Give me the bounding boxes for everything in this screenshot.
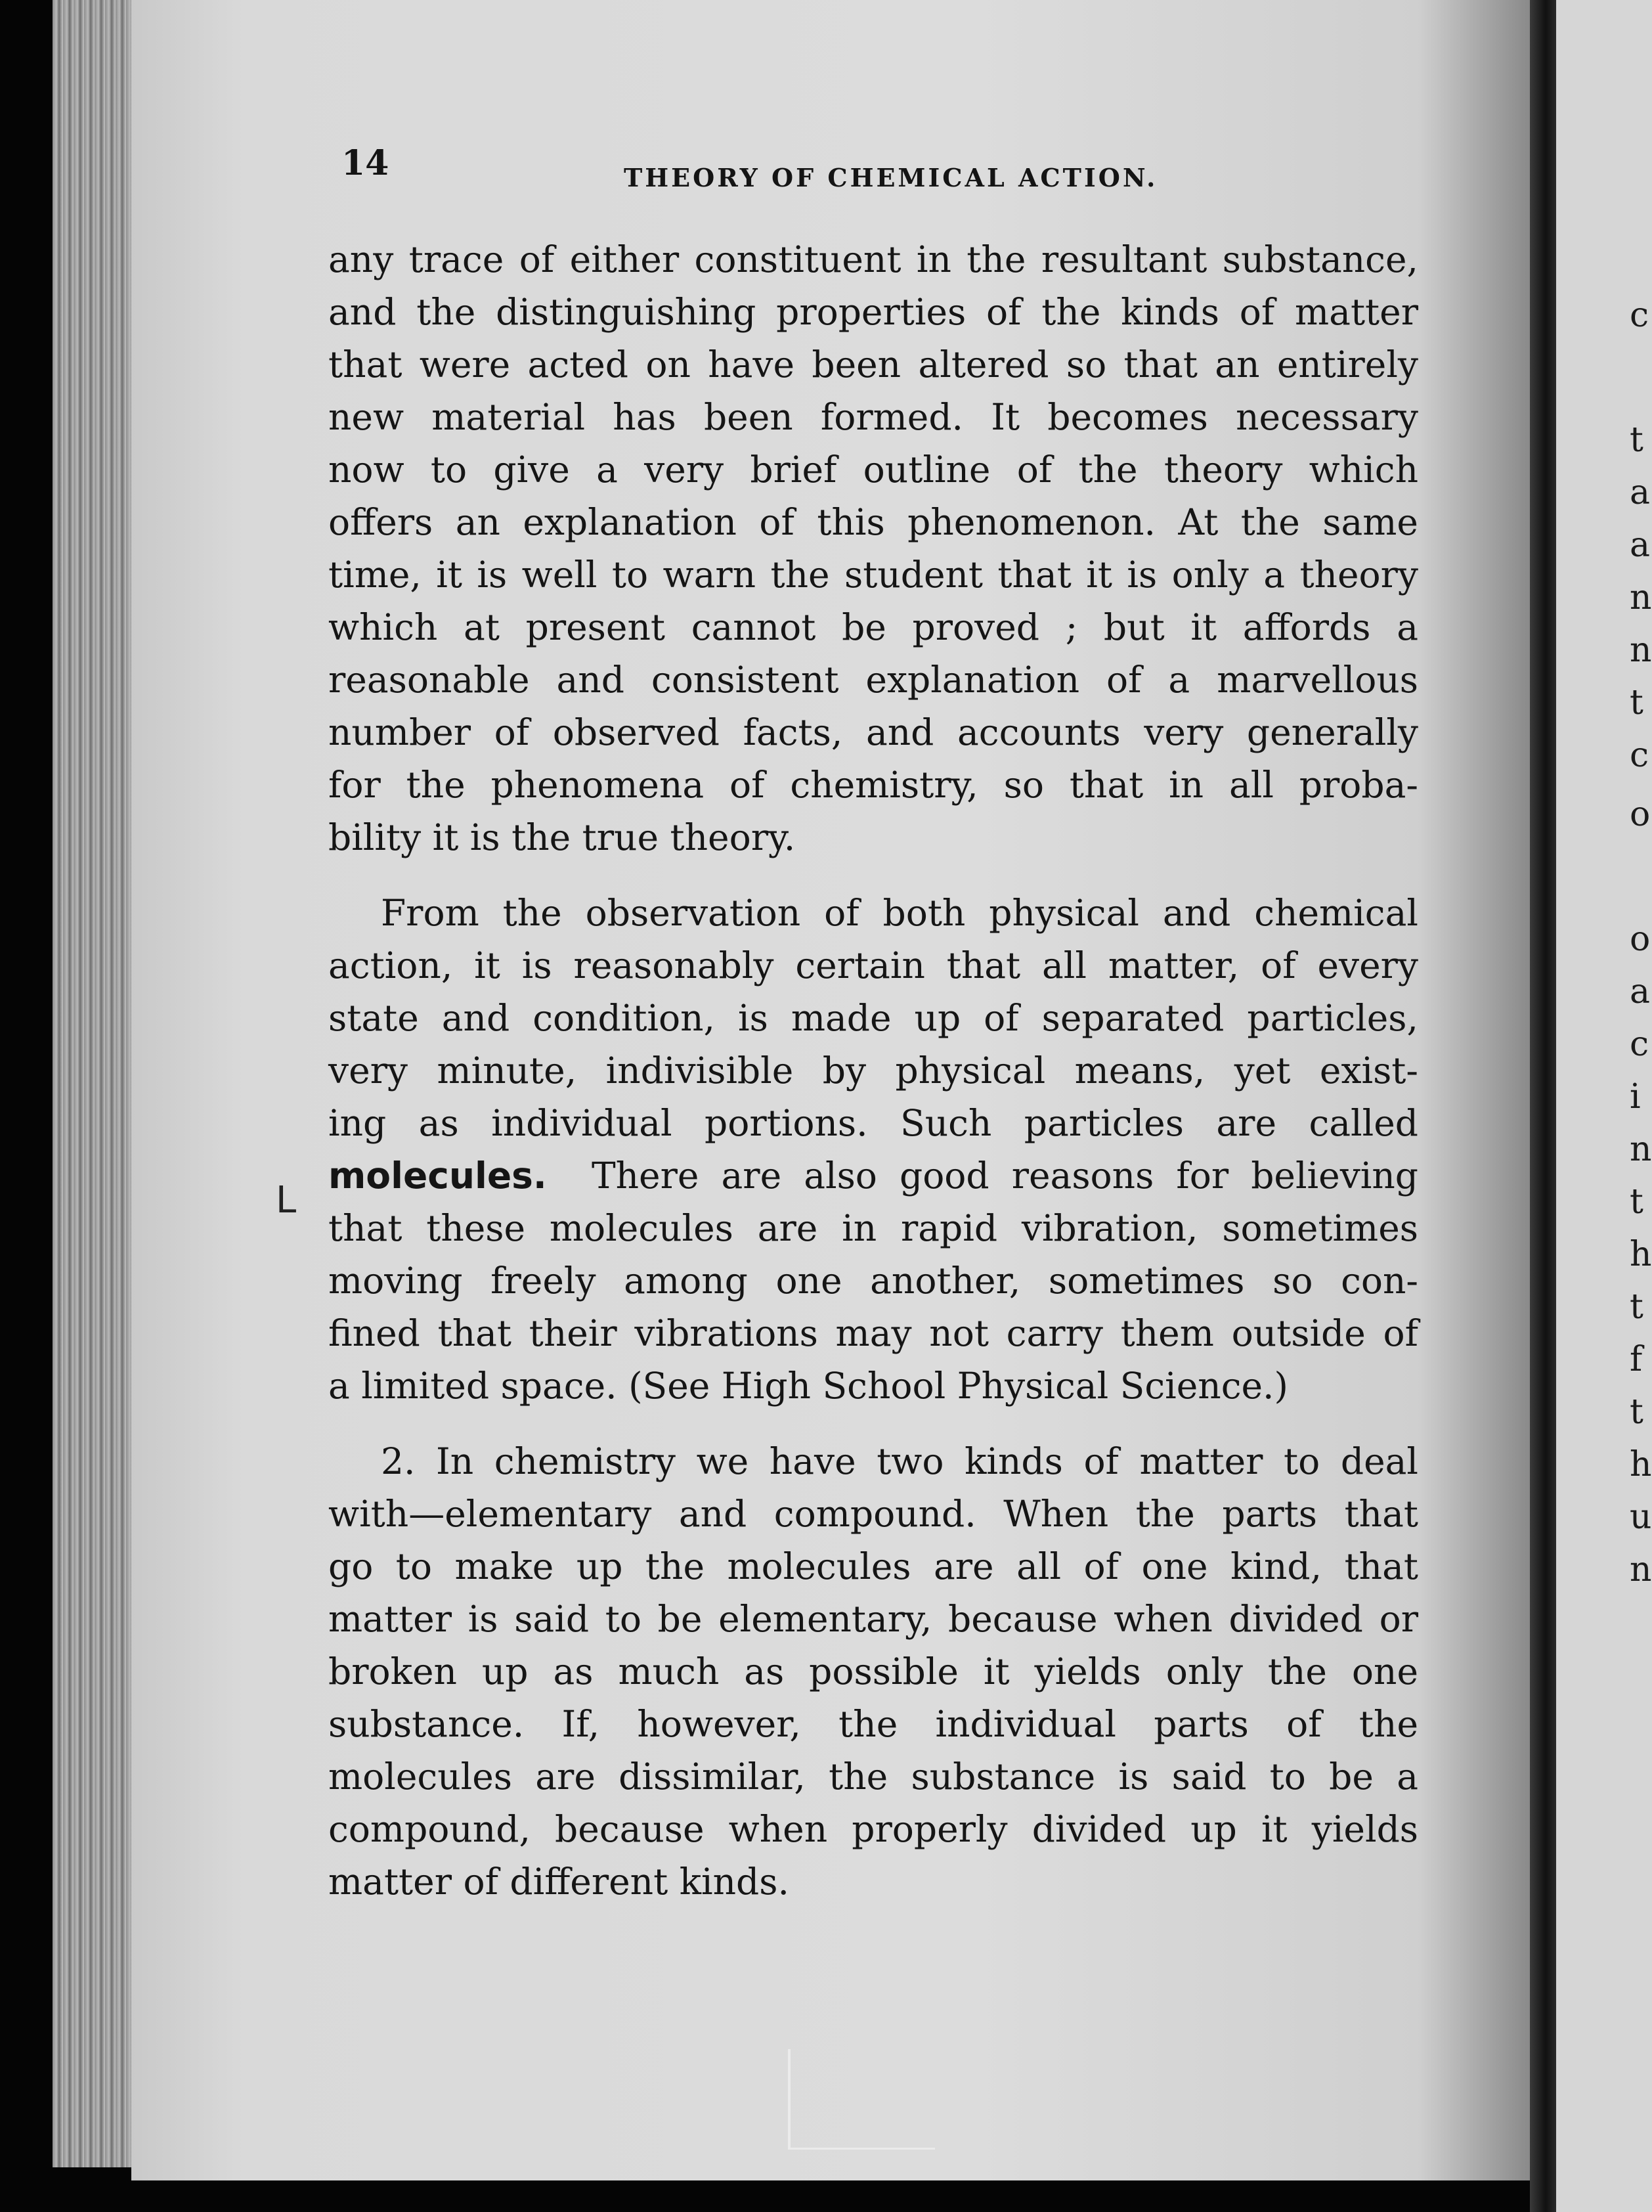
facing-page-letter: a <box>1630 972 1651 1011</box>
running-head: THEORY OF CHEMICAL ACTION. <box>624 163 1158 192</box>
text-line: matter of different kinds. <box>328 1861 789 1903</box>
paragraph-3 <box>328 1435 1418 1908</box>
facing-page-letter: h <box>1630 1445 1652 1484</box>
faint-bleed-mark <box>788 2049 935 2150</box>
facing-page-letter: o <box>1630 919 1651 959</box>
page-edges <box>53 0 138 2167</box>
text-line: new material has been formed. It becomes necessary <box>328 396 1418 438</box>
facing-page-letter: n <box>1630 1550 1652 1589</box>
facing-page-letter: c <box>1630 296 1649 335</box>
facing-page-edge <box>1556 0 1652 2212</box>
facing-page-letter: n <box>1630 1130 1652 1169</box>
text-line: broken up as much as possible it yields only the one <box>328 1650 1418 1692</box>
text-line: reasonable and consistent explanation of a marvellous <box>328 659 1418 701</box>
book-gutter <box>1530 0 1556 2212</box>
text-line: compound, because when properly divided up it yields <box>328 1808 1418 1850</box>
text-line: action, it is reasonably certain that all matter, of every <box>328 944 1418 986</box>
text-line: molecules are dissimilar, the substance is said to be a <box>328 1756 1418 1798</box>
page-number: 14 <box>341 143 389 183</box>
paragraph-2 <box>328 887 1418 1412</box>
text-line: that were acted on have been altered so that an entirely <box>328 343 1418 386</box>
text-line: number of observed facts, and accounts very generally <box>328 711 1418 753</box>
text-line: that these molecules are in rapid vibration, sometimes <box>328 1207 1418 1249</box>
text-line: moving freely among one another, sometimes so con- <box>328 1260 1418 1302</box>
text-fragment: There are also good reasons for believing <box>591 1155 1418 1197</box>
facing-page-letter: t <box>1630 1392 1643 1432</box>
facing-page-letter: n <box>1630 578 1652 617</box>
text-line: very minute, indivisible by physical means, yet exist- <box>328 1050 1418 1092</box>
text-line: and the distinguishing properties of the kinds of matter <box>328 291 1418 333</box>
text-line: fined that their vibrations may not carry them outside of <box>328 1312 1418 1354</box>
text-line: time, it is well to warn the student that it is only a theory <box>328 554 1418 596</box>
paragraph-1 <box>328 233 1418 864</box>
facing-page-letter: u <box>1630 1497 1652 1537</box>
facing-page-letter: t <box>1630 683 1643 722</box>
facing-page-letter: t <box>1630 420 1643 460</box>
body-text <box>328 233 1418 1908</box>
facing-page-letter: f <box>1630 1340 1643 1379</box>
facing-page-letter: a <box>1630 473 1651 512</box>
text-line-with-term <box>328 1149 1418 1202</box>
facing-page-letter: c <box>1630 736 1649 775</box>
text-line: state and condition, is made up of separated particles, <box>328 997 1418 1039</box>
text-line: From the observation of both physical and chemical <box>381 892 1418 934</box>
text-line: any trace of either constituent in the resultant substance, <box>328 238 1418 280</box>
text-line: ing as individual portions. Such particles are called <box>328 1102 1418 1144</box>
text-line: now to give a very brief outline of the theory which <box>328 449 1418 491</box>
facing-page-letter: c <box>1630 1025 1649 1064</box>
bold-term-molecules: molecules. <box>328 1155 547 1197</box>
facing-page-letter: a <box>1630 525 1651 565</box>
text-line: which at present cannot be proved ; but it affords a <box>328 606 1418 648</box>
pencil-margin-mark: L <box>276 1179 297 1222</box>
text-line: substance. If, however, the individual parts of the <box>328 1703 1418 1745</box>
text-line: bility it is the true theory. <box>328 816 796 858</box>
facing-page-letter: t <box>1630 1182 1643 1222</box>
text-line: go to make up the molecules are all of one kind, that <box>328 1545 1418 1587</box>
facing-page-letter: t <box>1630 1287 1643 1327</box>
facing-page-letter: h <box>1630 1235 1652 1274</box>
text-line: a limited space. (See High School Physical Science.) <box>328 1365 1288 1407</box>
facing-page-letter: o <box>1630 795 1651 834</box>
facing-page-letter: n <box>1630 630 1652 670</box>
text-line: offers an explanation of this phenomenon. At the same <box>328 501 1418 543</box>
text-line: 2. In chemistry we have two kinds of matter to deal <box>381 1440 1418 1482</box>
text-line: with—elementary and compound. When the parts that <box>328 1493 1418 1535</box>
facing-page-letter: i <box>1630 1077 1641 1117</box>
text-line: matter is said to be elementary, because when divided or <box>328 1598 1418 1640</box>
text-line: for the phenomena of chemistry, so that in all proba- <box>328 764 1418 806</box>
